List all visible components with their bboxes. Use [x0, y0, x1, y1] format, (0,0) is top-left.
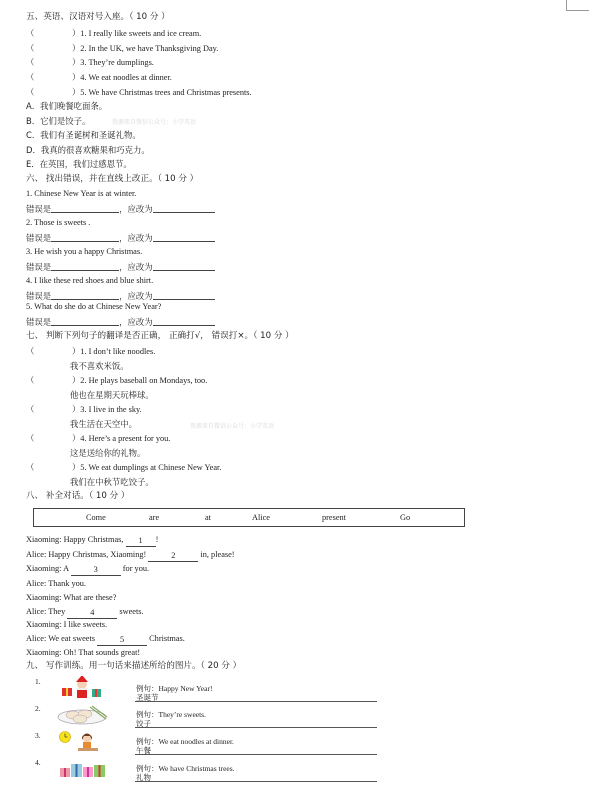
s9-example-3: 例句：We eat noodles at dinner. 午餐: [136, 737, 234, 755]
dialog-line-5: Xiaoming: What are these?: [26, 593, 117, 602]
s6-sentence-1: 1. Chinese New Year is at winter.: [26, 189, 137, 198]
s9-example-1: 例句：Happy New Year! 圣诞节: [136, 684, 213, 702]
dialog-line-4: Alice: Thank you.: [26, 579, 86, 588]
section-6-title: 六、 找出错误，并在直线上改正。（ 10 分 ）: [26, 174, 199, 184]
word-bank: [33, 508, 465, 527]
section-5-title: 五、英语、汉语对号入座。（ 10 分 ）: [26, 12, 170, 22]
s9-num-2: 2.: [35, 704, 41, 713]
s7-item-3-en: （ ）3. I live in the sky.: [26, 405, 142, 414]
s9-answer-line-4[interactable]: [135, 781, 377, 782]
word-bank-item: at: [205, 513, 211, 522]
s7-item-5-en: （ ）5. We eat dumplings at Chinese New Year.: [26, 463, 222, 472]
s5-option-c: C．我们有圣诞树和圣诞礼物。: [26, 130, 141, 140]
santa-gifts-image: [56, 676, 108, 698]
page-corner-mark: [566, 0, 589, 11]
dialog-line-7: Xiaoming: I like sweets.: [26, 620, 108, 629]
dialog-line-3: Xiaoming: A 3 for you.: [26, 564, 150, 574]
s7-item-5-cn: 我们在中秋节吃饺子。: [70, 477, 154, 487]
s6-answer-4: 错误是 ，应改为: [26, 290, 215, 302]
s7-item-3-cn: 我生活在天空中。: [70, 419, 137, 429]
dumpling-icon: [73, 715, 87, 723]
s9-num-4: 4.: [35, 758, 41, 767]
section-7-title: 七、 判断下列句子的翻译是否正确， 正确打√， 错误打×。（ 10 分 ）: [26, 331, 294, 341]
dialog-line-1: Xiaoming: Happy Christmas, 1 !: [26, 535, 159, 545]
s6-sentence-3: 3. He wish you a happy Christmas.: [26, 247, 143, 256]
s6-answer-2: 错误是 ，应改为: [26, 232, 215, 244]
section-9-title: 九、 写作训练。用一句话来描述所给的图片。（ 20 分 ）: [26, 661, 242, 671]
s9-example-2: 例句：They’re sweets. 饺子: [136, 710, 206, 728]
s7-item-4-cn: 这是送给你的礼物。: [70, 448, 146, 458]
dumplings-image: [56, 703, 108, 725]
s5-option-e: E．在英国，我们过感恩节。: [26, 159, 132, 169]
s5-item-3: （ ）3. They’re dumplings.: [26, 58, 154, 67]
word-bank-item: are: [149, 513, 160, 522]
s6-sentence-2: 2. Those is sweets .: [26, 218, 91, 227]
s6-answer-5: 错误是 ，应改为: [26, 316, 215, 328]
word-bank-item: Go: [400, 513, 411, 522]
girl-lunch-image: [56, 730, 108, 752]
dialog-line-9: Xiaoming: Oh! That sounds great!: [26, 648, 141, 657]
watermark: 资源来自微信公众号：小学英语: [190, 423, 275, 430]
s9-num-1: 1.: [35, 677, 41, 686]
s6-answer-1: 错误是 ，应改为: [26, 203, 215, 215]
dialog-line-2: Alice: Happy Christmas, Xiaoming! 2 in, please!: [26, 550, 235, 560]
word-bank-item: Alice: [252, 513, 270, 522]
word-bank-item: present: [322, 513, 346, 522]
dialog-line-8: Alice: We eat sweets 5 Christmas.: [26, 634, 185, 644]
s9-num-3: 3.: [35, 731, 41, 740]
s7-item-4-en: （ ）4. Here’s a present for you.: [26, 434, 171, 443]
word-bank-item: Come: [86, 513, 106, 522]
s6-answer-3: 错误是 ，应改为: [26, 261, 215, 273]
s6-sentence-4: 4. I like these red shoes and blue shirt.: [26, 276, 154, 285]
s9-answer-line-2[interactable]: [135, 727, 377, 728]
s7-item-1-cn: 我不喜欢米饭。: [70, 361, 129, 371]
s5-item-1: （ ）1. I really like sweets and ice cream.: [26, 29, 202, 38]
s9-answer-line-1[interactable]: [135, 701, 377, 702]
s5-item-2: （ ）2. In the UK, we have Thanksgiving Day.: [26, 44, 219, 53]
s6-sentence-5: 5. What do she do at Chinese New Year?: [26, 302, 162, 311]
dialog-line-6: Alice: They 4 sweets.: [26, 607, 144, 617]
s9-answer-line-3[interactable]: [135, 754, 377, 755]
s5-option-d: D．我真的很喜欢糖果和巧克力。: [26, 145, 150, 155]
s7-item-1-en: （ ）1. I don’t like noodles.: [26, 347, 156, 356]
table-icon: [78, 748, 98, 751]
s5-item-4: （ ）4. We eat noodles at dinner.: [26, 73, 172, 82]
section-8-title: 八、 补全对话。（ 10 分 ）: [26, 491, 130, 501]
presents-image: [56, 757, 108, 779]
watermark: 资源来自微信公众号：小学英语: [112, 119, 197, 126]
s5-item-5: （ ）5. We have Christmas trees and Christmas presents.: [26, 88, 252, 97]
s7-item-2-en: （ ）2. He plays baseball on Mondays, too.: [26, 376, 208, 385]
s9-example-4: 例句：We have Christmas trees. 礼物: [136, 764, 235, 782]
s7-item-2-cn: 他也在星期天玩棒球。: [70, 390, 154, 400]
s5-option-b: B．它们是饺子。: [26, 116, 91, 126]
s5-option-a: A．我们晚餐吃面条。: [26, 101, 108, 111]
